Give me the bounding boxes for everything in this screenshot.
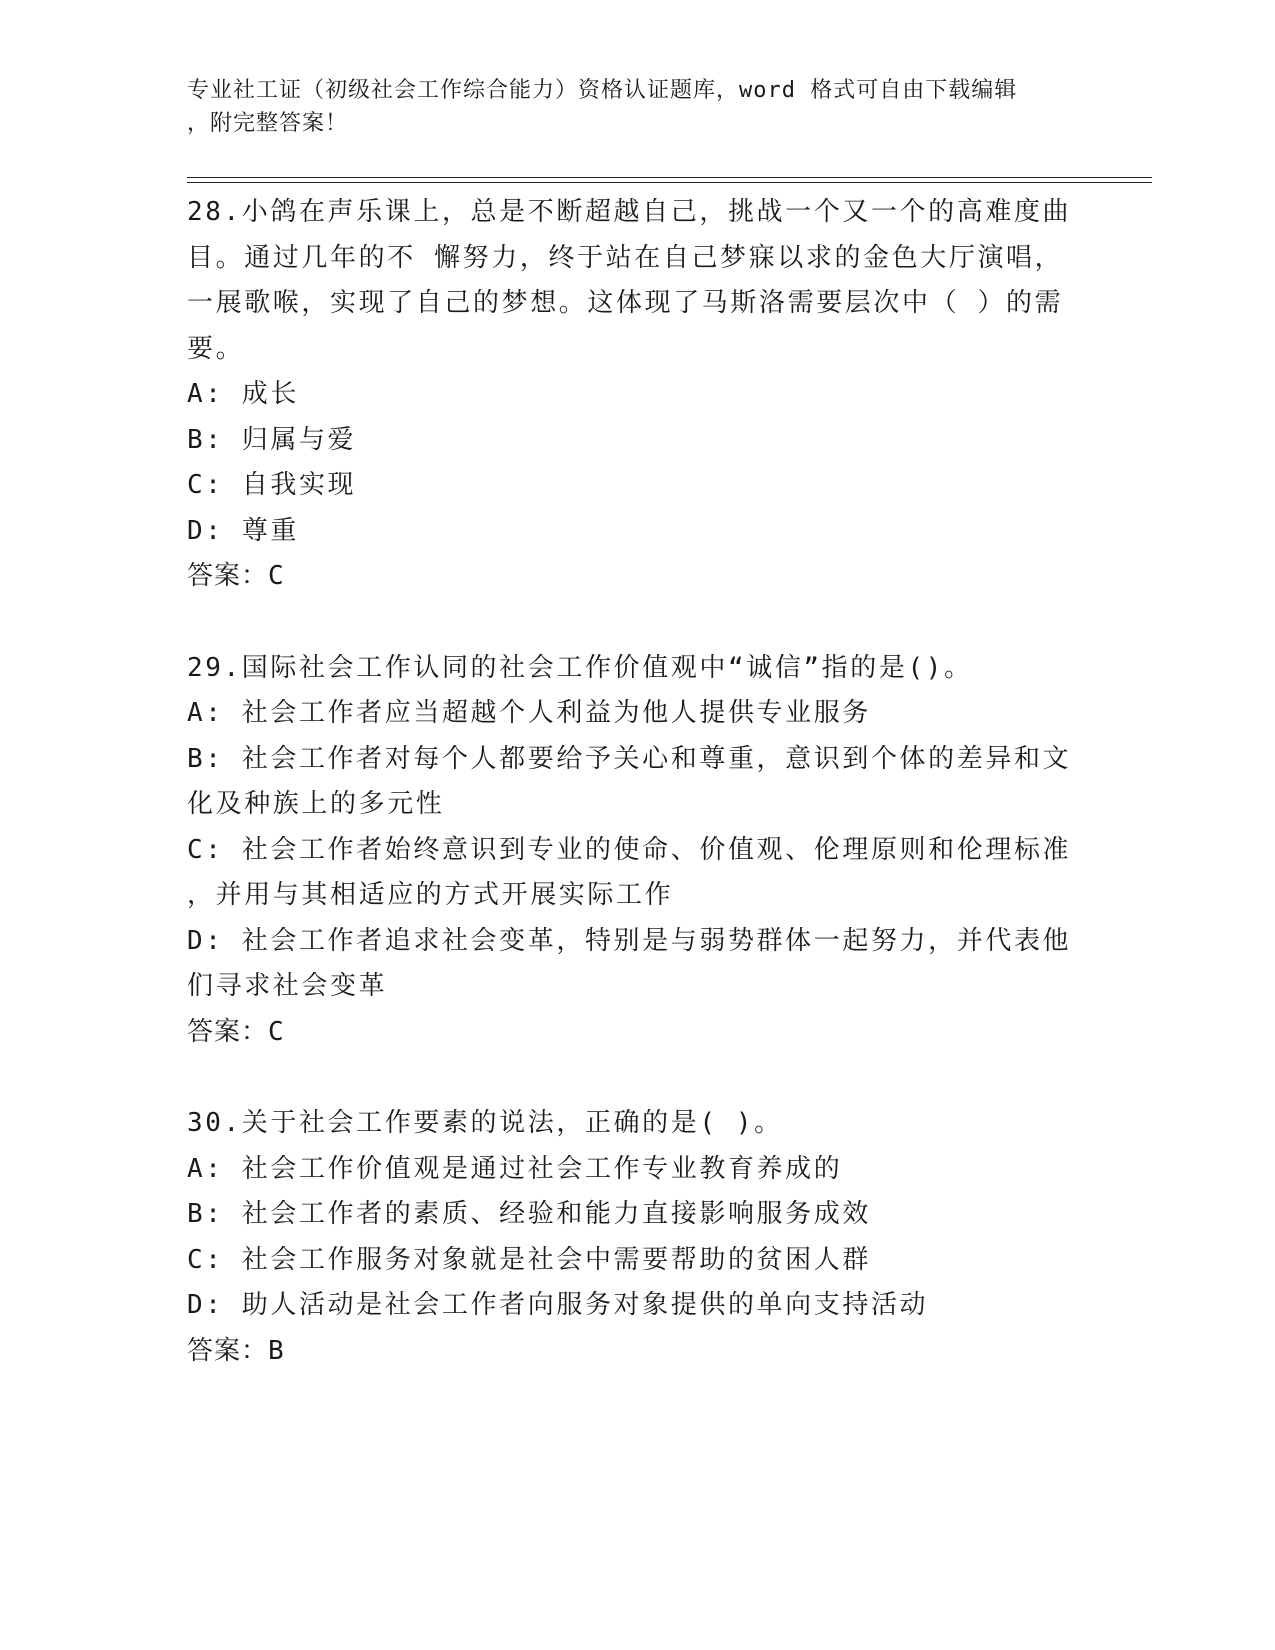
header-divider-top	[187, 177, 1152, 178]
header-line-1: 专业社工证（初级社会工作综合能力）资格认证题库，word 格式可自由下载编辑	[187, 78, 1018, 103]
answer-option-line: B: 社会工作者对每个人都要给予关心和尊重，意识到个体的差异和文	[187, 743, 1072, 774]
answer-option-line: ，并用与其相适应的方式开展实际工作	[187, 880, 674, 910]
question-list	[187, 190, 1087, 1420]
answer-option-line: 化及种族上的多元性	[187, 789, 445, 819]
question-item	[187, 1101, 1087, 1374]
answer-option-line: D: 助人活动是社会工作者向服务对象提供的单向支持活动	[187, 1290, 929, 1320]
answer-option-line: B: 归属与爱	[187, 424, 357, 455]
question-stem-line: 要。	[187, 333, 245, 364]
answer-option-line: C: 社会工作者始终意识到专业的使命、价值观、伦理原则和伦理标准	[187, 834, 1072, 865]
answer-label: 答案：	[187, 1335, 269, 1366]
answer-line	[187, 1010, 1087, 1056]
answer-option-line: A: 社会工作价值观是通过社会工作专业教育养成的	[187, 1153, 843, 1184]
answer-option-line: C: 自我实现	[187, 470, 357, 500]
answer-option-line: D: 尊重	[187, 515, 299, 546]
answer-value: B	[268, 1335, 285, 1366]
answer-option-line: B: 社会工作者的素质、经验和能力直接影响服务成效	[187, 1199, 871, 1229]
question-stem-line: 30.关于社会工作要素的说法，正确的是( )。	[187, 1108, 783, 1138]
question-item	[187, 190, 1087, 600]
question-item	[187, 646, 1087, 1056]
answer-line	[187, 1329, 1087, 1375]
answer-line	[187, 554, 1087, 600]
document-header	[187, 74, 1067, 140]
answer-value: C	[268, 561, 285, 591]
question-stem-line: 29.国际社会工作认同的社会工作价值观中“诚信”指的是()。	[187, 652, 973, 683]
answer-label: 答案：	[187, 1016, 269, 1047]
answer-option-line: A: 成长	[187, 379, 299, 409]
answer-option-line: A: 社会工作者应当超越个人利益为他人提供专业服务	[187, 698, 871, 728]
header-divider-bottom	[187, 182, 1152, 183]
answer-option-line: 们寻求社会变革	[187, 971, 388, 1001]
answer-option-line: D: 社会工作者追求社会变革，特别是与弱势群体一起努力，并代表他	[187, 925, 1072, 956]
answer-value: C	[268, 1016, 285, 1047]
question-stem-line: 目。通过几年的不 懈努力，终于站在自己梦寐以求的金色大厅演唱，	[187, 242, 1064, 273]
answer-option-line: C: 社会工作服务对象就是社会中需要帮助的贫困人群	[187, 1244, 871, 1275]
question-stem-line: 28.小鸽在声乐课上，总是不断超越自己，挑战一个又一个的高难度曲	[187, 197, 1072, 227]
answer-label: 答案：	[187, 561, 269, 591]
question-stem-line: 一展歌喉，实现了自己的梦想。这体现了马斯洛需要层次中（ ）的需	[187, 288, 1064, 318]
header-line-2: ，附完整答案！	[187, 111, 349, 136]
